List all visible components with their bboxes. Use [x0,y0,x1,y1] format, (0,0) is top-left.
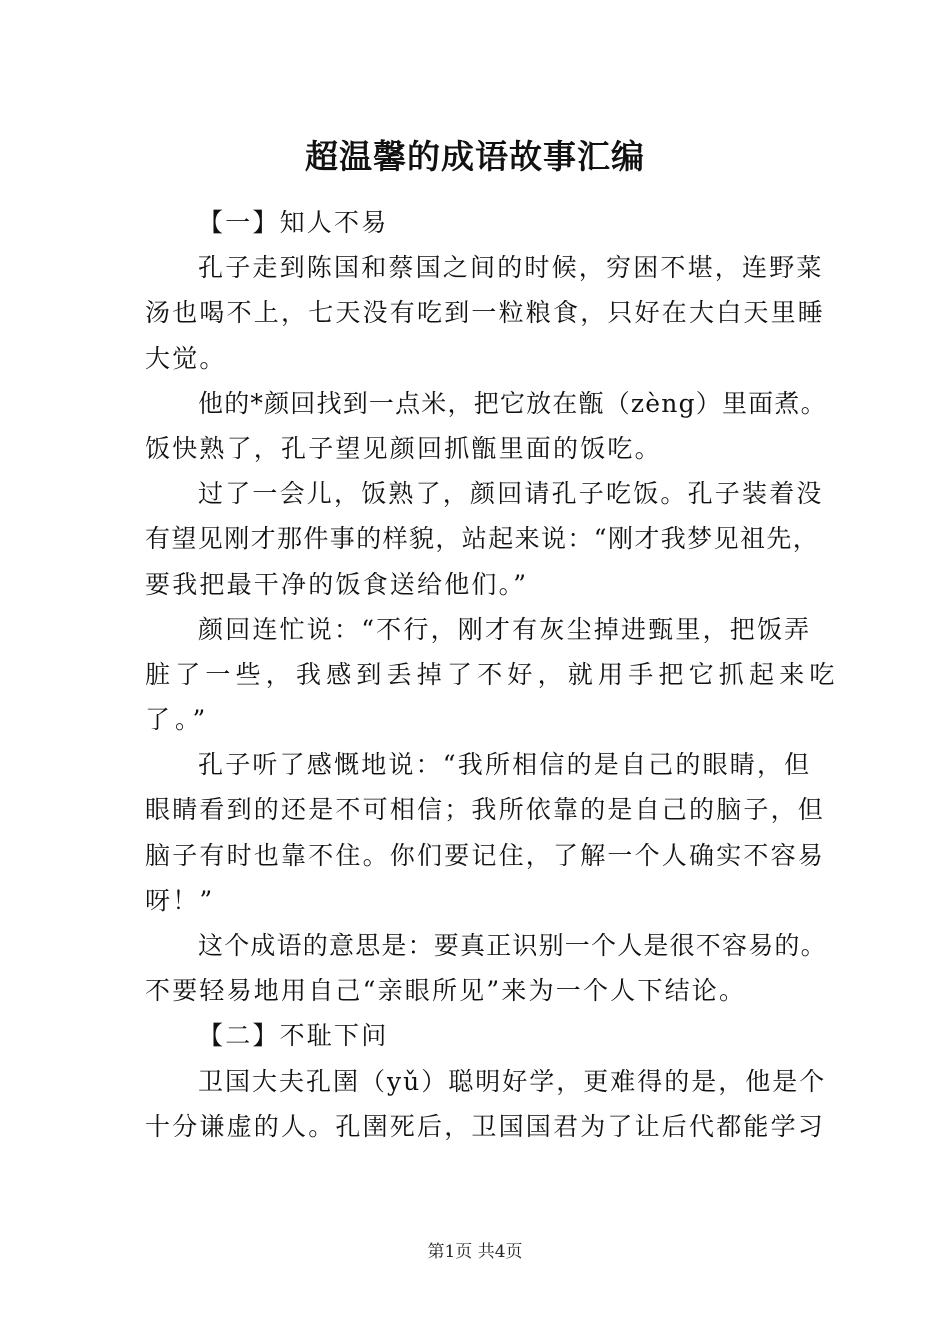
text-line: 孔子走到陈国和蔡国之间的时候，穷困不堪，连野菜 [198,253,824,283]
page-number: 第1页 共4页 [427,1242,523,1262]
section-heading: 【一】知人不易 [198,208,389,237]
text-line: 不要轻易地用自己“亲眼所见”来为一个人下结论。 [145,976,747,1006]
text-line: 过了一会儿，饭熟了，颜回请孔子吃饭。孔子装着没 [198,479,824,509]
text-line: 脏了一些，我感到丢掉了不好，就用手把它抓起来吃 [145,659,840,689]
section-heading: 【二】不耻下问 [198,1021,389,1051]
text-line: 这个成语的意思是：要真正识别一个人是很不容易的。 [198,931,827,960]
text-line: 呀！” [145,885,215,915]
text-line: 要我把最干净的饭食送给他们。” [145,569,529,599]
text-line: 脑子有时也靠不住。你们要记住，了解一个人确实不容易 [145,840,826,870]
text-line: 汤也喝不上，七天没有吃到一粒粮食，只好在大白天里睡 [145,298,826,328]
text-line: 大觉。 [145,343,227,373]
text-line: 了。” [145,705,211,735]
text-line: 卫国大夫孔圉（yǔ）聪明好学，更难得的是，他是个 [198,1066,827,1096]
text-line: 颜回连忙说：“不行，刚才有灰尘掉进甄里，把饭弄 [198,614,812,644]
document-body [145,200,840,1149]
text-line: 饭快熟了，孔子望见颜回抓甑里面的饭吃。 [145,433,662,463]
text-line: 眼睛看到的还是不可相信；我所依靠的是自己的脑子，但 [145,795,826,825]
text-line: 十分谦虚的人。孔圉死后，卫国国君为了让后代都能学习 [145,1111,826,1141]
text-line: 孔子听了感慨地说：“我所相信的是自己的眼睛，但 [198,750,812,780]
text-line: 他的*颜回找到一点米，把它放在甑（zèng）里面煮。 [198,388,827,418]
document-title: 超温馨的成语故事汇编 [305,137,645,176]
text-line: 有望见刚才那件事的样貌，站起来说：“刚才我梦见祖先， [145,524,820,554]
